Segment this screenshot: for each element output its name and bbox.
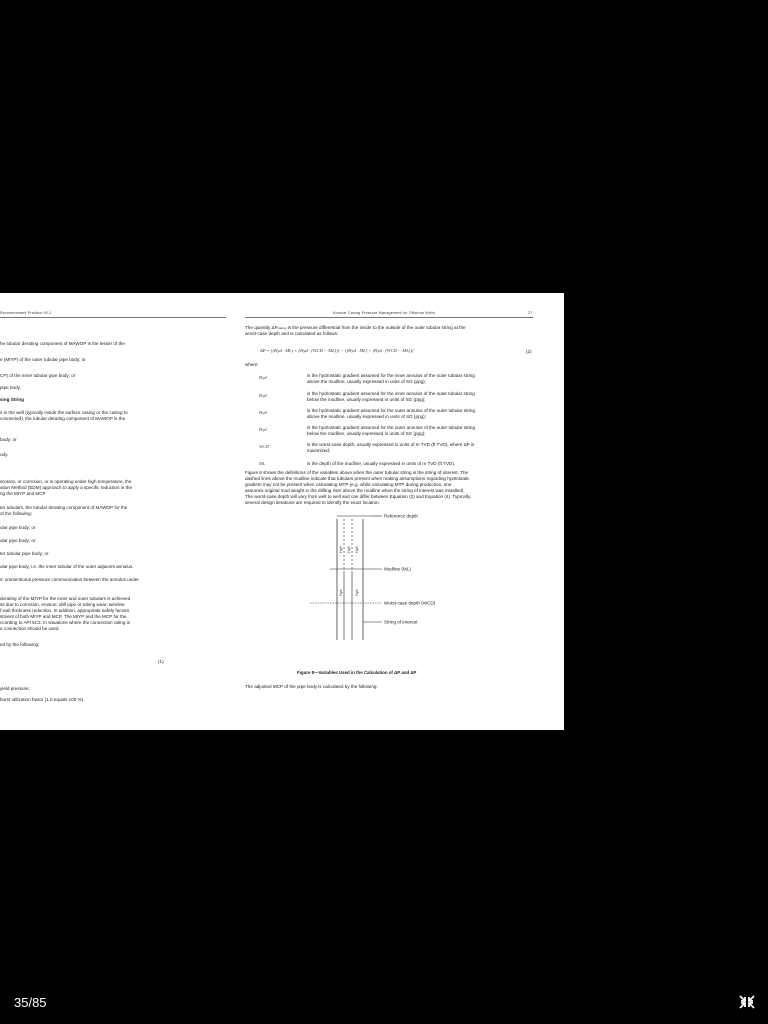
definition-text: above the mudline, usually expressed in units of SG (ppg);: [307, 414, 426, 419]
left-line: ular pipe body; or: [0, 525, 36, 530]
left-line: yield pressure;: [0, 686, 30, 691]
svg-text:Hyd: Hyd: [355, 589, 359, 596]
string-of-interest-label: String of interest: [384, 619, 418, 625]
page-number: 27: [528, 311, 533, 315]
left-line: ody.: [0, 452, 9, 457]
left-line: ter tubulars, the tubular derating component of MAWOP for the: [0, 505, 128, 510]
definition-text: is the hydrostatic gradient assumed for the outer annulus of the outer tubular string: [307, 425, 476, 430]
svg-text:Hyd: Hyd: [347, 546, 351, 553]
left-line: of the following:: [0, 511, 32, 516]
left-line: CP) of the inner tubular pipe body; or: [0, 373, 76, 378]
left-line: ular pipe body; or: [0, 538, 36, 543]
page-counter: 35/85: [14, 995, 47, 1010]
left-line: ation Method (EDM) approach to apply a specific reduction in the: [0, 485, 133, 490]
left-line: ular pipe body, i.e. the inner tubular of the outer adjacent annulus.: [0, 564, 134, 569]
left-line: s in the well (typically inside the surface casing or the casing to: [0, 410, 128, 415]
figure-8-diagram: [300, 513, 480, 643]
left-line: ter tubular pipe body; or: [0, 551, 49, 556]
definition-text: maximized;: [307, 448, 331, 453]
definition-symbol: Hyd: [259, 393, 267, 398]
definition-symbol: Hyd: [259, 410, 267, 415]
intro-text: The quantity ΔPcasing is the pressure differential from the inside to the outside of the outer tubular string at the: [245, 325, 466, 330]
left-line: ng the MIYP and MCP: [0, 491, 46, 496]
definition-text: is the hydrostatic gradient assumed for the inner annulus of the outer tubular string: [307, 373, 475, 378]
left-line: f wall thickness reduction. In addition, appropriate safety factors: [0, 608, 130, 613]
definition-symbol: ML: [259, 461, 266, 466]
left-line: ss due to corrosion, erosion; drill pipe or tubing wear; wireline: [0, 602, 125, 607]
left-line: erosion, or corrosion, or is operating under high temperature, the: [0, 479, 132, 484]
definition-text: is the hydrostatic gradient assumed for the inner annulus of the outer tubular string: [307, 391, 475, 396]
svg-text:Hyd: Hyd: [339, 546, 343, 553]
left-line: he tubular derating component of MAWOP is the lesser of the: [0, 341, 125, 346]
equation-2: ΔP = [(Hyd · ML) + (Hyd · (WCD − ML))] − [(Hyd · ML) + (Hyd · (WCD − ML))]: [260, 348, 414, 353]
svg-text:Hyd: Hyd: [355, 546, 359, 553]
left-line: body; or: [0, 437, 17, 442]
left-line: e (MIYP) of the outer tubular pipe body; or: [0, 357, 86, 362]
definition-symbol: Hyd: [259, 427, 267, 432]
definition-text: is the hydrostatic gradient assumed for the outer annulus of the outer tubular string: [307, 408, 476, 413]
left-equation-number: (1): [158, 659, 164, 664]
definition-text: below the mudline, usually expressed in units of SG (ppg);: [307, 397, 426, 402]
left-subheading: sing String: [0, 397, 24, 402]
where-label: where: [245, 362, 258, 367]
left-line: derating of the MIYP for the inner and outer tubulars is achieved: [0, 596, 131, 601]
left-line: pipe body.: [0, 385, 21, 390]
definition-text: is the worst-case depth, usually expressed in units of m TVD (ft TVD), where ΔP is: [307, 442, 475, 447]
intro-text-2: worst-case depth and is calculated as follows:: [245, 331, 339, 336]
worst-case-depth-label: Worst-case depth (WCD): [384, 600, 436, 606]
equation-number: (2): [526, 349, 532, 354]
definition-text: above the mudline, usually expressed in units of SG (ppg);: [307, 379, 426, 384]
right-header-rule: [245, 317, 533, 318]
left-header-rule: [0, 317, 226, 318]
closing-text: The adjusted MCP of the pipe body is calculated by the following:: [245, 684, 378, 689]
definition-text: below the mudline, usually expressed in units of SG (ppg);: [307, 431, 426, 436]
reference-depth-label: Reference depth: [384, 513, 418, 519]
left-line: s: unintentional pressure communication between the annulus under: [0, 577, 139, 582]
mudline-label: Mudline (ML): [384, 566, 411, 572]
left-line: e connection should be used.: [0, 626, 60, 631]
left-line: stment of both MIYP and MCP. The MIYP and the MCP for the: [0, 614, 127, 619]
collapse-arrows-icon[interactable]: [738, 994, 756, 1010]
left-line: connected), the tubular derating component of MAWOP is the: [0, 416, 126, 421]
left-line: ccording to API 5C3. In situations where the connection rating is: [0, 620, 130, 625]
left-page-header: Recommended Practice 90-1: [0, 311, 52, 315]
left-line: ed by the following:: [0, 642, 40, 647]
definition-symbol: WCD: [259, 444, 270, 449]
right-page-header: Annular Casing Pressure Management for Offshore Wells: [333, 311, 436, 315]
left-line: burst utilization factor (1.0 equals 100 %).: [0, 697, 85, 702]
page-gutter: [231, 293, 241, 730]
document-spread: Recommended Practice 90-1 he tubular derating component of MAWOP is the lesser of the e (MIYP) of the outer tubular pipe body; or CP) of the inner tubular pipe body; or pipe body. sing String s in the well (typically inside the surface casing or the casing to connected), the tubular derating component of MAWOP is the body; or ody. erosion, or corrosion, or is operating under high temperature, the ation Method (EDM) approach to apply a specific reduction in the ng the MIYP and MCP ter tubulars, the tubular derating component of MAWOP for the of the following: ular pipe body; or ular pipe body; or ter tubular pipe body; or ular pipe body, i.e. the inner tubular of the outer adjacent annulus. s: unintentional pressure communication between the annulus under derating of the MIYP for the inner and outer tubulars is achieved ss due to corrosion, erosion; drill pipe or tubing wear; wireline f wall thickness reduction. In addition, appropriate safety factors stment of both MIYP and MCP. The MIYP and the MCP for the ccording to API 5C3. In situations where the connection rating is e connection should be used. ed by the following: (1) yield pressure; burst utilization factor (1.0 equals 100 %). Annular Casing Pressure Management for Offshore Wells 27 The quantity ΔPcasing is the pressure differential from the inside to the outside of the outer tubular string at the worst-case depth and is calculated as follows: ΔP = [(Hyd · ML) + (Hyd · (WCD − ML))] − [(Hyd · ML) + (Hyd · (WCD − ML))] (2) where Hyd is the hydrostatic gradient assumed for the inner annulus of the outer tubular string above the mudline, usually expressed in units of SG (ppg); Hyd is the hydrostatic gradient assumed for the inner annulus of the outer tubular string below the mudline, usually expressed in units of SG (ppg); Hyd is the hydrostatic gradient assumed for the outer annulus of the outer tubular string above the mudline, usually expressed in units of SG (ppg); Hyd is the hydrostatic gradient assumed for the outer annulus of the outer tubular string below the mudline, usually expressed in units of SG (ppg); WCD is the worst-case depth, usually expressed in units of m TVD (ft TVD), where ΔP is maximized; ML is the depth of the mudline, usually expressed in units of m TVD (ft TVD). Figure 8 shows the definitions of the variables above when the outer tubular string is the string of interest. The dashed lines above the mudline indicate that tubulars present when making assumptions regarding hydrostatic gradient may not be present when calculating MTP (e.g. while calculating MTP during production, one assumes original mud weight in the drilling riser above the mudline when the string of interest was installed). The worst-case depth will vary from well to well and can differ between Equation (2) and Equation (4). Typically, several design iterations are required to identify the exact location. Reference depth Mudline (ML) Worst-case depth (WCD) String of interest Hyd Hyd Hyd Hyd Hyd Figure 8—Variables Used in the Calculation of ΔP and ΔP The adjusted MCP of the pipe body is calculated by the following:: [0, 293, 564, 730]
figure-caption: Figure 8—Variables Used in the Calculation of ΔP and ΔP: [297, 670, 417, 675]
definition-text: is the depth of the mudline, usually expressed in units of m TVD (ft TVD).: [307, 461, 456, 466]
svg-text:Hyd: Hyd: [339, 589, 343, 596]
definition-symbol: Hyd: [259, 375, 267, 380]
